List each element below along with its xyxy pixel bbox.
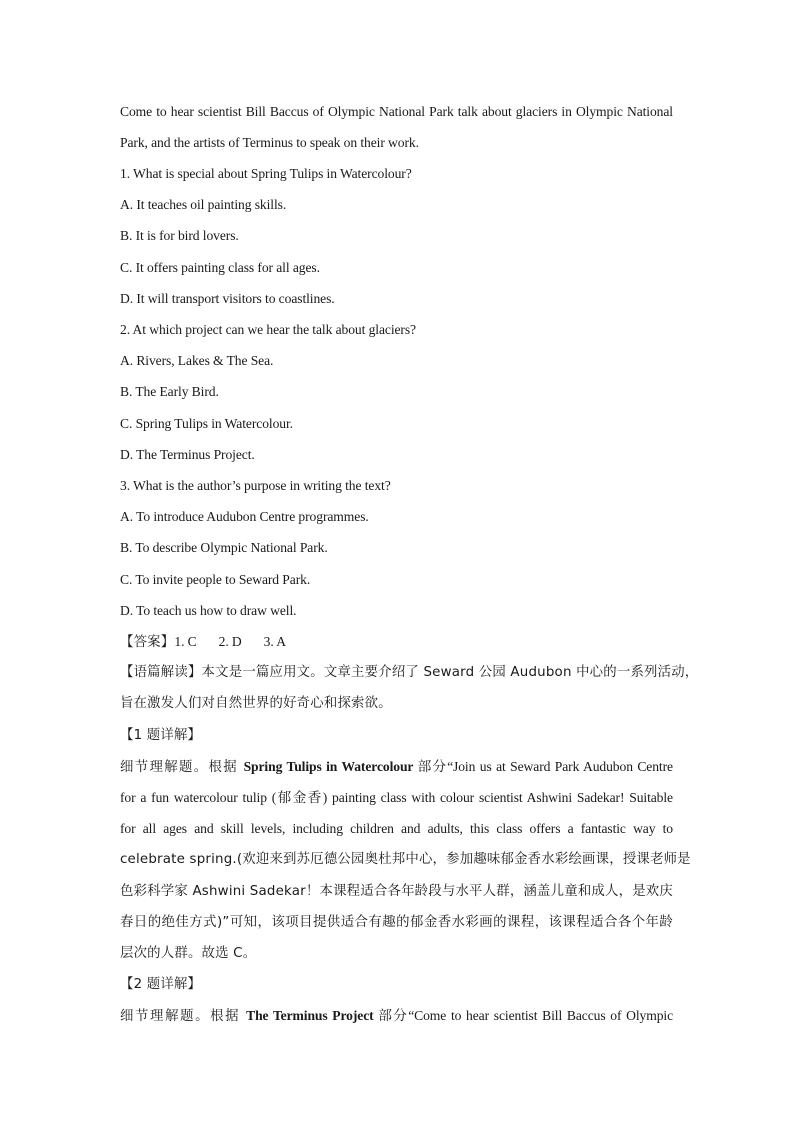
question-1-option-c: C. It offers painting class for all ages. xyxy=(120,260,320,275)
question-2-option-a: A. Rivers, Lakes & The Sea. xyxy=(120,353,274,368)
detail-2-heading: 【2 题详解】 xyxy=(120,977,202,992)
detail-1-line-1 xyxy=(120,757,673,778)
answer-label: 【答案】 xyxy=(120,635,175,650)
intro-line-2: Park, and the artists of Terminus to speak on their work. xyxy=(120,135,419,150)
question-1-option-a: A. It teaches oil painting skills. xyxy=(120,197,287,212)
detail-1-quote-start: 部分“Join us at Seward Park Audubon Centre xyxy=(413,759,673,774)
question-1-option-b: B. It is for bird lovers. xyxy=(120,228,239,243)
detail-1-section-name: Spring Tulips in Watercolour xyxy=(243,759,414,774)
question-1-option-d: D. It will transport visitors to coastlines. xyxy=(120,291,335,306)
question-3-option-d: D. To teach us how to draw well. xyxy=(120,603,297,618)
detail-1-heading: 【1 题详解】 xyxy=(120,728,202,743)
question-2-option-b: B. The Early Bird. xyxy=(120,384,219,399)
answer-2: 2. D xyxy=(218,634,242,649)
question-3-option-b: B. To describe Olympic National Park. xyxy=(120,540,328,555)
answer-3: 3. A xyxy=(263,634,286,649)
detail-2-line-1 xyxy=(120,1006,673,1027)
question-3-stem: 3. What is the author’s purpose in writing the text? xyxy=(120,478,391,493)
answer-1: 1. C xyxy=(174,634,197,649)
detail-1-line-7: 层次的人群。故选 C。 xyxy=(120,946,257,961)
question-2-stem: 2. At which project can we hear the talk about glaciers? xyxy=(120,322,416,337)
detail-1-line-6: 春日的绝佳方式)”可知，该项目提供适合有趣的郁金香水彩画的课程，该课程适合各个年龄 xyxy=(120,915,673,930)
detail-1-line-3: for all ages and skill levels, including children and adults, this class offers a fantastic way to xyxy=(120,821,673,836)
question-3-option-a: A. To introduce Audubon Centre programmes. xyxy=(120,509,369,524)
detail-1-line-5: 色彩科学家 Ashwini Sadekar！本课程适合各年龄段与水平人群，涵盖儿童和成人，是欢庆 xyxy=(120,884,673,899)
overview-label: 【语篇解读】 xyxy=(120,665,202,680)
overview-text-1: 本文是一篇应用文。文章主要介绍了 Seward 公园 Audubon 中心的一系列活动， xyxy=(201,665,699,680)
detail-1-prefix: 细节理解题。根据 xyxy=(120,760,244,775)
question-2-option-d: D. The Terminus Project. xyxy=(120,447,255,462)
detail-2-prefix: 细节理解题。根据 xyxy=(120,1009,247,1024)
detail-2-quote-start: 部分“Come to hear scientist Bill Baccus of Olympic xyxy=(373,1008,674,1023)
detail-1-line-4: celebrate spring.(欢迎来到苏厄德公园奥杜邦中心，参加趣味郁金香水彩绘画课，授课老师是 xyxy=(120,852,691,867)
overview-line-1 xyxy=(120,663,699,683)
question-3-option-c: C. To invite people to Seward Park. xyxy=(120,572,311,587)
answer-line xyxy=(120,632,286,653)
detail-2-section-name: The Terminus Project xyxy=(246,1008,374,1023)
overview-line-2: 旨在激发人们对自然世界的好奇心和探索欲。 xyxy=(120,696,392,711)
question-2-option-c: C. Spring Tulips in Watercolour. xyxy=(120,416,293,431)
question-1-stem: 1. What is special about Spring Tulips in Watercolour? xyxy=(120,166,412,181)
detail-1-line-2: for a fun watercolour tulip (郁金香) painting class with colour scientist Ashwini Sadekar! Suitable xyxy=(120,790,673,805)
intro-line-1: Come to hear scientist Bill Baccus of Olympic National Park talk about glaciers in Olympic National xyxy=(120,104,673,119)
